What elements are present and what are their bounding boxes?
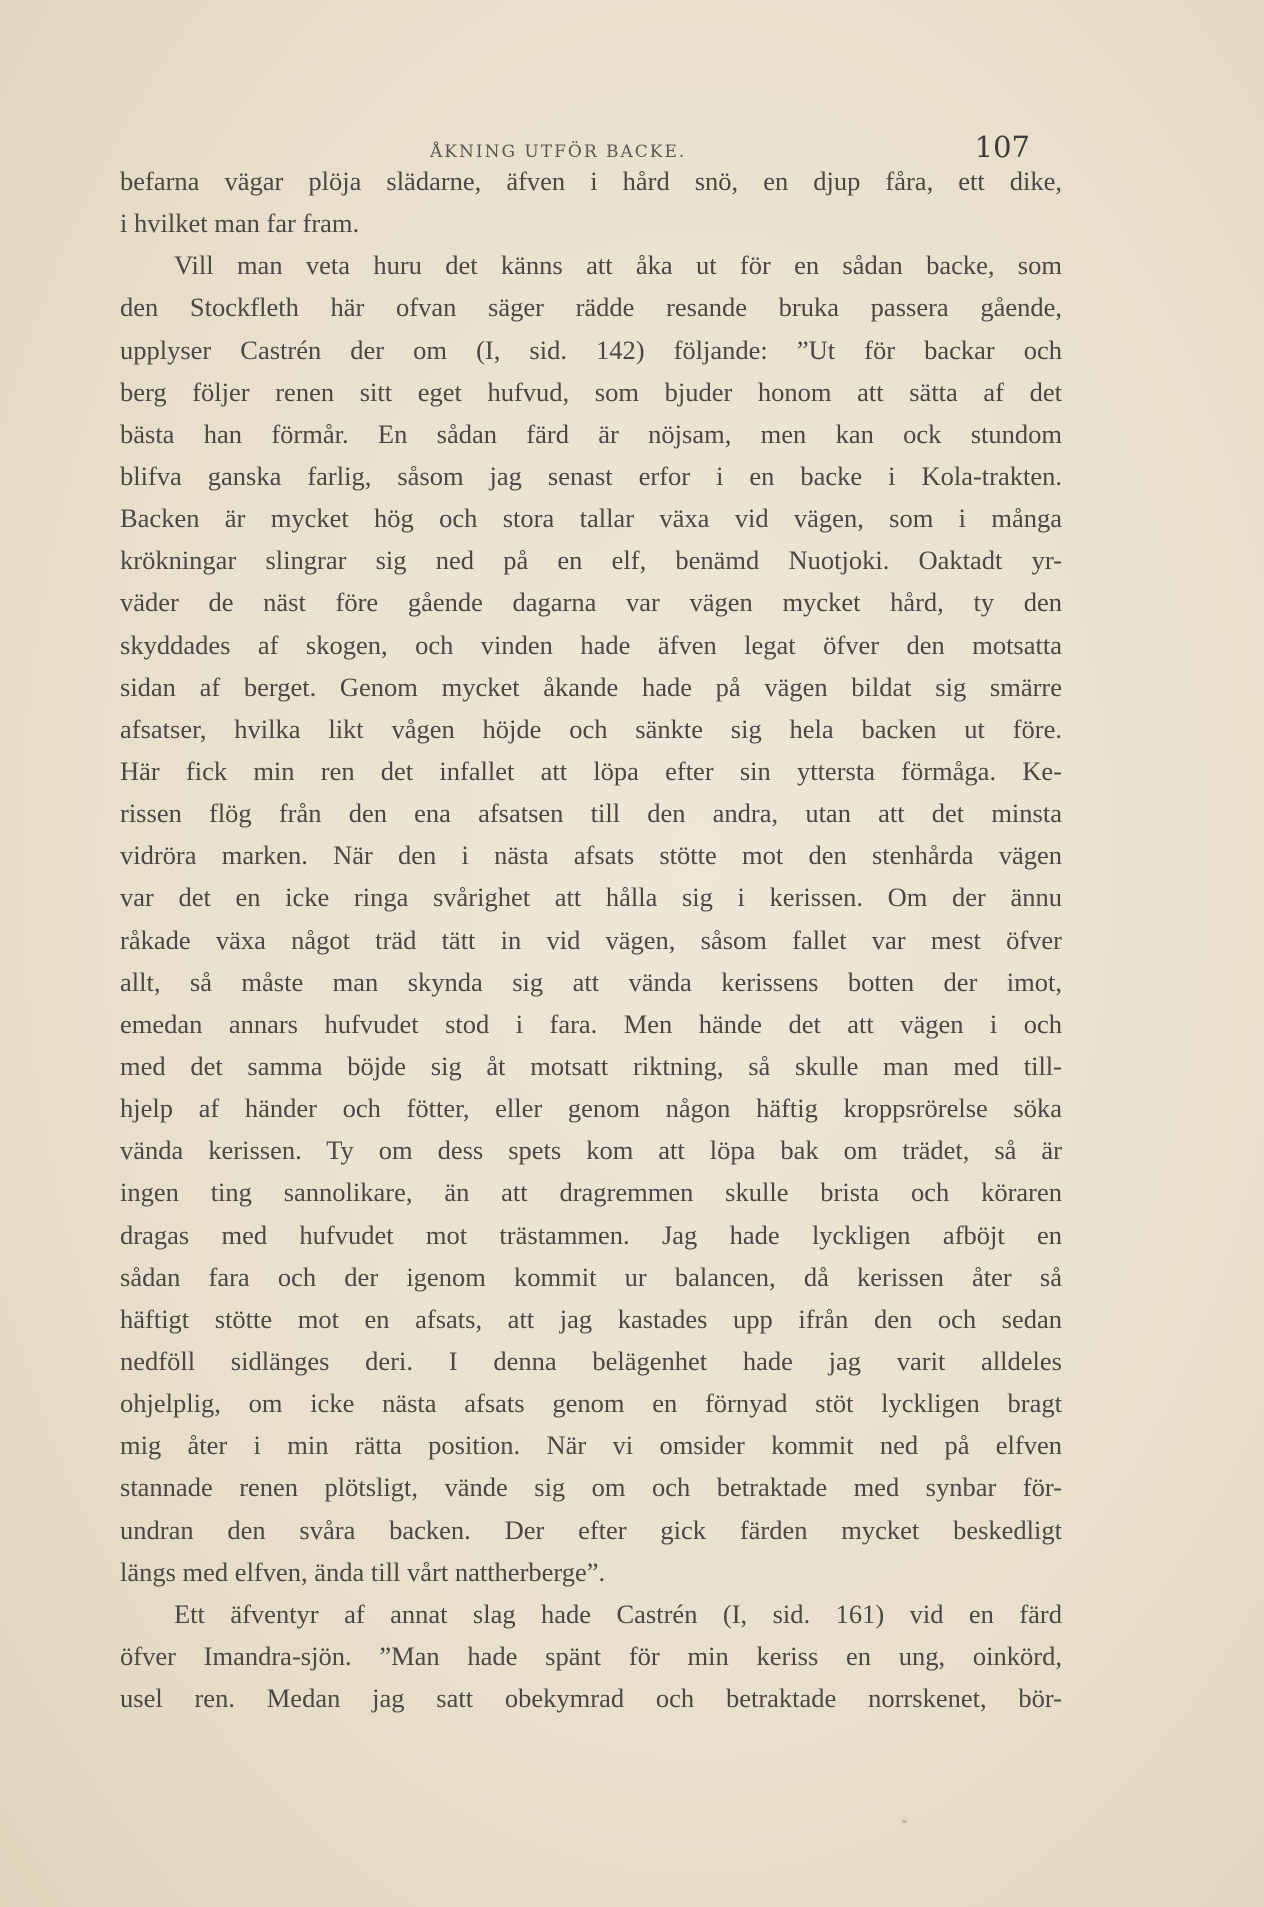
text-line: den Stockfleth här ofvan säger rädde resande bruka passera gående,	[120, 292, 1062, 323]
text-line: afsatser, hvilka likt vågen höjde och sänkte sig hela backen ut före.	[120, 713, 1062, 744]
text-line: vidröra marken. När den i nästa afsats stötte mot den stenhårda vägen	[120, 840, 1062, 871]
ink-smudge	[902, 1820, 907, 1823]
text-line: råkade växa något träd tätt in vid vägen, såsom fallet var mest öfver	[120, 924, 1062, 955]
text-line: var det en icke ringa svårighet att hålla sig i kerissen. Om der ännu	[120, 882, 1062, 913]
text-line: stannade renen plötsligt, vände sig om och betraktade med synbar för-	[120, 1472, 1062, 1503]
text-line: undran den svåra backen. Der efter gick färden mycket beskedligt	[120, 1514, 1062, 1545]
text-line: emedan annars hufvudet stod i fara. Men hände det att vägen i och	[120, 1008, 1062, 1039]
text-line: sådan fara och der igenom kommit ur balancen, då kerissen åter så	[120, 1261, 1062, 1292]
text-line: längs med elfven, ända till vårt nattherberge”.	[120, 1556, 606, 1587]
text-line: Ett äfventyr af annat slag hade Castrén (I, sid. 161) vid en färd	[174, 1598, 1062, 1629]
text-line: skyddades af skogen, och vinden hade äfven legat öfver den motsatta	[120, 629, 1062, 660]
text-line: ingen ting sannolikare, än att dragremmen skulle brista och köraren	[120, 1177, 1062, 1208]
text-line: rissen flög från den ena afsatsen till den andra, utan att det minsta	[120, 798, 1062, 829]
text-line: berg följer renen sitt eget hufvud, som bjuder honom att sätta af det	[120, 376, 1062, 407]
text-line: i hvilket man far fram.	[120, 208, 360, 239]
text-line: nedföll sidlänges deri. I denna belägenhet hade jag varit alldeles	[120, 1345, 1062, 1376]
text-line: befarna vägar plöja slädarne, äfven i hård snö, en djup fåra, ett dike,	[120, 166, 1062, 196]
text-line: häftigt stötte mot en afsats, att jag kastades upp ifrån den och sedan	[120, 1303, 1062, 1334]
text-line: dragas med hufvudet mot trästammen. Jag hade lyckligen afböjt en	[120, 1219, 1062, 1250]
text-line: hjelp af händer och fötter, eller genom någon häftig kroppsrörelse söka	[120, 1093, 1062, 1124]
body-text	[120, 160, 1062, 1719]
text-line: blifva ganska farlig, såsom jag senast erfor i en backe i Kola-trakten.	[120, 460, 1062, 491]
text-line: Vill man veta huru det känns att åka ut för en sådan backe, som	[174, 250, 1062, 281]
text-line: Här fick min ren det infallet att löpa efter sin yttersta förmåga. Ke-	[120, 755, 1062, 786]
text-line: vända kerissen. Ty om dess spets kom att löpa bak om trädet, så är	[120, 1135, 1062, 1166]
text-line: mig åter i min rätta position. När vi omsider kommit ned på elfven	[120, 1430, 1062, 1461]
text-line: krökningar slingrar sig ned på en elf, benämd Nuotjoki. Oaktadt yr-	[120, 545, 1062, 576]
text-line: med det samma böjde sig åt motsatt riktning, så skulle man med till-	[120, 1050, 1062, 1081]
text-line: bästa han förmår. En sådan färd är nöjsam, men kan ock stundom	[120, 418, 1062, 449]
text-line: öfver Imandra-sjön. ”Man hade spänt för min keriss en ung, oinkörd,	[120, 1640, 1062, 1671]
page-number: 107	[974, 130, 1030, 164]
running-head: ÅKNING UTFÖR BACKE.	[430, 142, 687, 162]
text-line: usel ren. Medan jag satt obekymrad och betraktade norrskenet, bör-	[120, 1683, 1062, 1714]
text-line: Backen är mycket hög och stora tallar växa vid vägen, som i många	[120, 503, 1062, 534]
text-line: väder de näst före gående dagarna var vägen mycket hård, ty den	[120, 587, 1062, 618]
text-line: sidan af berget. Genom mycket åkande hade på vägen bildat sig smärre	[120, 671, 1062, 702]
text-line: allt, så måste man skynda sig att vända kerissens botten der imot,	[120, 966, 1062, 997]
text-line: upplyser Castrén der om (I, sid. 142) följande: ”Ut för backar och	[120, 334, 1062, 365]
text-line: ohjelplig, om icke nästa afsats genom en förnyad stöt lyckligen bragt	[120, 1388, 1062, 1419]
